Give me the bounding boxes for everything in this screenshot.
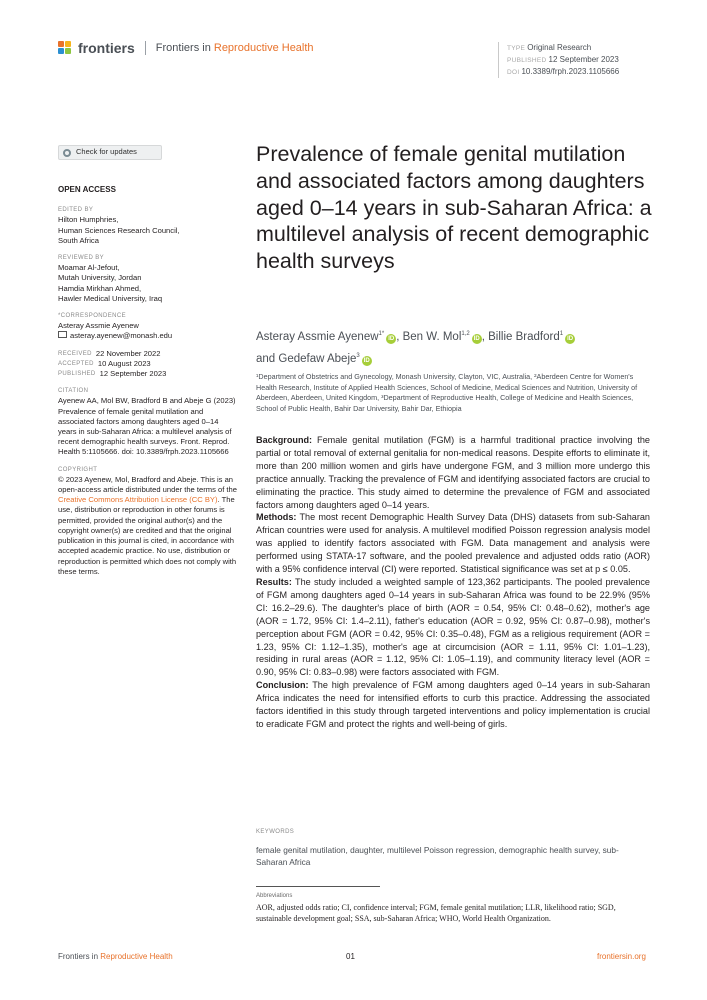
received-date: 22 November 2022 [95, 348, 161, 358]
abstract-methods: Methods: The most recent Demographic Health Survey Data (DHS) datasets from sub-Saharan African countries were used for analysis. A multilevel modified Poisson regression analysis model was applied to identify factors associated with FGM. Data management and analysis were performed using STATA-17 software, and the pooled prevalence and adjusted odds ratio (AOR) with a 95% confidence interval (CI) were reported. Statistical significance was set at p ≤ 0.05. [256, 512, 650, 575]
abstract [256, 434, 650, 731]
published-date: 12 September 2023 [99, 369, 167, 379]
abstract-results: Results: The study included a weighted sample of 123,362 participants. The pooled prevalence of FGM among daughters aged 0–14 years in sub-Saharan Africa was found to be 22.9% (95% CI: 16.2–29.6). The daughter's place of birth (AOR = 0.54, 95% CI: 0.48–0.62), mother's age (AOR = 1.72, 95% CI: 1.4–2.11), father's education (AOR = 0.92, 95% CI: 0.87–0.98), mother's perception about FGM (AOR = 0.42, 95% CI: 0.35–0.48), FGM as a religious requirement (AOR = 1.23, 95% CI: 1.12–1.35), mother's age at circumcision (AOR = 1.11, 95% CI: 1.01–1.23), residing in rural areas (AOR = 1.12, 95% CI: 1.05–1.19), and community literacy level (AOR = 0.90, 95% CI: 0.83–0.98) were factors associated with FGM. [256, 576, 650, 678]
affiliations: ¹Department of Obstetrics and Gynecology, Monash University, Clayton, VIC, Australia, ²Aberdeen Centre for Women's Health Research, Institute of Applied Health Sciences, School of Medicine, Medical Sciences and Nutrition, University of Aberdeen, Aberdeen, United Kingdom, ³Department of Reproductive Health, College of Medicine and Health Sciences, School of Public Health, Bahir Dar University, Bahir Dar, Ethiopia [256, 372, 638, 413]
update-check-icon [63, 149, 71, 157]
email-icon [58, 331, 67, 338]
footnote-divider [256, 886, 380, 887]
accepted-date: 10 August 2023 [97, 358, 151, 368]
orcid-icon[interactable]: ID [388, 335, 395, 342]
article-meta: TYPE Original Research PUBLISHED 12 September 2023 DOI 10.3389/frph.2023.1105666 [498, 42, 619, 78]
citation-text: Ayenew AA, Mol BW, Bradford B and Abeje G (2023) Prevalence of female genital mutilation and associated factors among daughters aged 0–14 years in sub-Saharan Africa: a multilevel analysis of recent demographic health surveys. Front. Reprod. Health 5:1105666. doi: 10.3389/frph.2023.1105666 [58, 396, 236, 457]
correspondence-email[interactable]: asteray.ayenew@monash.edu [58, 331, 238, 341]
author-name: Gedefaw Abeje [278, 352, 357, 365]
copyright-text: © 2023 Ayenew, Mol, Bradford and Abeje. This is an open-access article distributed under the terms of the Creative Commons Attribution License (CC BY). The use, distribution or reproduction in other forums is permitted, provided the original author(s) and the copyright owner(s) are credited and that the original publication in this journal is cited, in accordance with accepted academic practice. No use, distribution or reproduction is permitted which does not comply with these terms. [58, 474, 237, 576]
correspondence-name: Asteray Assmie Ayenew [58, 321, 139, 331]
abbreviations: AOR, adjusted odds ratio; CI, confidence interval; FGM, female genital mutilation; LLR, likelihood ratio; SGD, sustainable development goal; SSA, sub-Saharan Africa; WHO, World Health Organization. [256, 903, 616, 923]
journal-name: Frontiers in Reproductive Health [155, 42, 314, 54]
brand-name: frontiers [78, 40, 135, 56]
open-access-label: OPEN ACCESS [58, 185, 116, 194]
frontiers-logo[interactable] [58, 40, 314, 56]
orcid-icon[interactable]: ID [363, 357, 370, 364]
doi-link[interactable]: 10.3389/frph.2023.1105666 [521, 67, 620, 76]
keywords-label: KEYWORDS [256, 829, 295, 835]
citation-label: CITATION [58, 388, 89, 395]
sidebar: Check for updates OPEN ACCESS EDITED BY Hilton Humphries, Human Sciences Research Council, South Africa REVIEWED BY Moamar Al-Jefout, Mutah University, Jordan Hamdia Mirkhan Ahmed, Hawler Medical University, Iraq *CORRESPONDENCE Asteray Assmie Ayenew asteray.ayenew@monash.edu RECEIVED 22 November 2022 ACCEPTED 10 August 2023 PUBLISHED 12 September 2023 CITATION Ayenew AA, Mol BW, Bradford B and Abeje G (2023) Prevalence of female genital mutilation and associated factors among daughters aged 0–14 years in sub-Saharan Africa: a multilevel analysis of recent demographic health surveys. Front. Reprod. Health 5:1105666. doi: 10.3389/frph.2023.1105666 COPYRIGHT © 2023 Ayenew, Mol, Bradford and Abeje. This is an open-access article distributed under the terms of the Creative Commons Attribution License (CC BY). The use, distribution or reproduction in other forums is permitted, provided the original author(s) and the copyright owner(s) are credited and that the original publication in this journal is cited, in accordance with accepted academic practice. No use, distribution or reproduction is permitted which does not comply with these terms. [58, 145, 238, 577]
site-link[interactable]: frontiersin.org [597, 952, 646, 961]
page-number: 01 [346, 952, 355, 961]
author-name: Ben W. Mol [402, 330, 462, 343]
article-title: Prevalence of female genital mutilation and associated factors among daughters aged 0–14 years in sub-Saharan Africa: a multilevel analysis of recent demographic health surveys [256, 142, 652, 274]
copyright-label: COPYRIGHT [58, 466, 98, 473]
footer-journal: Frontiers in Reproductive Health [58, 952, 173, 961]
abstract-background: Background: Female genital mutilation (FGM) is a harmful traditional practice involving the partial or total removal of external genitalia for non-medical reasons. Despite efforts to eliminate it, more than 200 million women and girls have undergone FGM, and 3 million more undergo this practice annually. Tracking the prevalence of FGM and identifying associated factors are crucial to eliminating the practice. This study aimed to determine the prevalence of FGM and associated factors among daughters aged 0–14 years. [256, 435, 650, 510]
edited-by-label: EDITED BY [58, 207, 94, 214]
frontiers-logo-icon [58, 41, 72, 55]
author-list: Asteray Assmie Ayenew$^{1*}$ID , Ben W. Mol$^{1,2}$ID , Billie Bradford$^1$ID and Gedefaw Abeje$^3$ID [256, 330, 574, 365]
abstract-conclusion: Conclusion: The high prevalence of FGM among daughters aged 0–14 years in sub-Saharan Africa indicates the need for intensified efforts to curb this practice. Addressing the associated factors identified in this study through targeted interventions and policy implementation is crucial to eradicate FGM and protect the rights and well-being of girls. [256, 680, 650, 729]
reviewed-by-label: REVIEWED BY [58, 255, 105, 262]
keywords: female genital mutilation, daughter, multilevel Poisson regression, demographic health survey, sub-Saharan Africa [256, 845, 619, 867]
logo-divider [145, 41, 146, 55]
article-type: Original Research [527, 43, 592, 52]
correspondence-label: *CORRESPONDENCE [58, 313, 127, 320]
author-name: Asteray Assmie Ayenew [256, 330, 379, 343]
author-name: Billie Bradford [488, 330, 560, 343]
reviewers: Moamar Al-Jefout, Mutah University, Jordan Hamdia Mirkhan Ahmed, Hawler Medical University, Iraq [58, 263, 163, 303]
abbreviations-label: Abbreviations [256, 893, 293, 899]
license-link[interactable]: Creative Commons Attribution License (CC BY) [58, 495, 218, 505]
orcid-icon[interactable]: ID [567, 335, 574, 342]
check-for-updates-button[interactable]: Check for updates [58, 145, 162, 160]
editor: Hilton Humphries, Human Sciences Research Council, South Africa [58, 215, 180, 245]
publish-date: 12 September 2023 [548, 55, 619, 64]
orcid-icon[interactable]: ID [473, 335, 480, 342]
